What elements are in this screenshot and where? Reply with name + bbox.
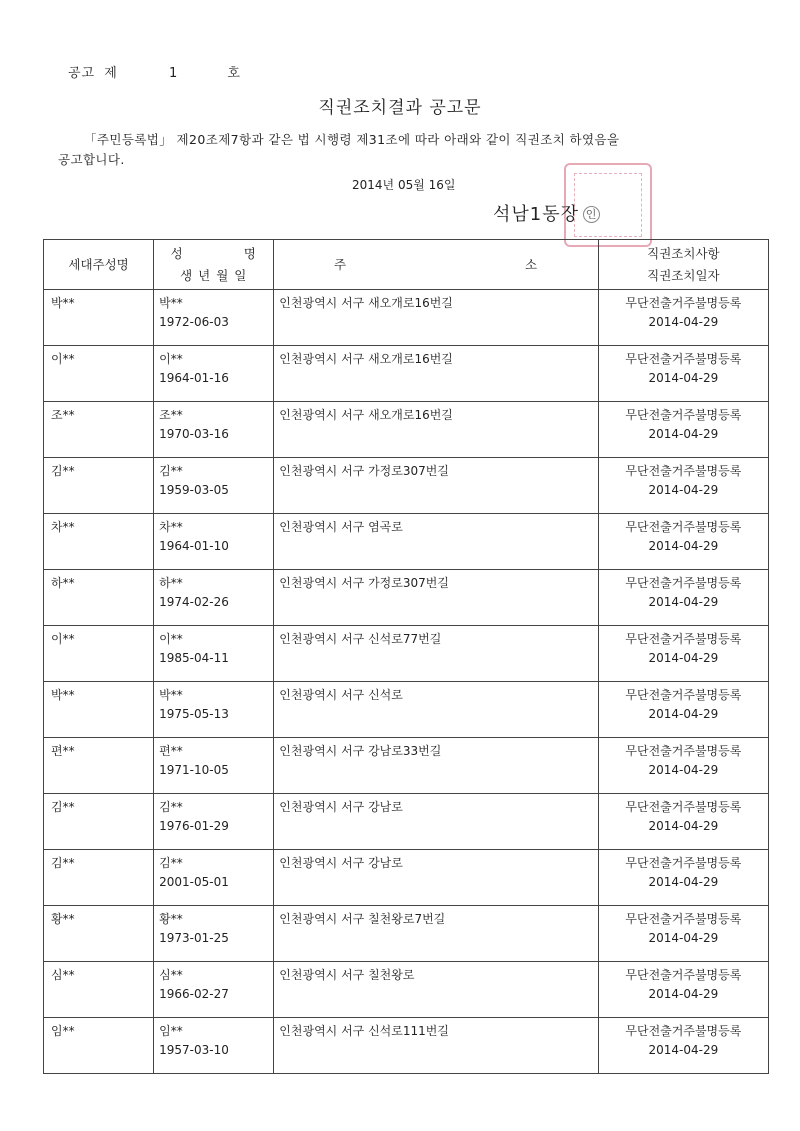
person-name: 임** <box>159 1024 183 1038</box>
action-type: 무단전출거주불명등록 <box>625 464 742 478</box>
cell-address: 인천광역시 서구 신석로 <box>274 682 598 738</box>
cell-name-birth <box>154 906 274 962</box>
table-row <box>44 682 769 738</box>
person-name: 박** <box>159 296 183 310</box>
notice-number <box>68 62 241 81</box>
action-date: 2014-04-29 <box>648 763 719 777</box>
birth-date: 1985-04-11 <box>159 651 229 665</box>
notice-suffix: 호 <box>227 66 241 81</box>
notice-body-line-2: 공고합니다. <box>58 152 125 167</box>
cell-address: 인천광역시 서구 새오개로16번길 <box>274 402 598 458</box>
action-date: 2014-04-29 <box>648 819 719 833</box>
cell-address: 인천광역시 서구 칠천왕로 <box>274 962 598 1018</box>
action-type: 무단전출거주불명등록 <box>625 688 742 702</box>
action-type: 무단전출거주불명등록 <box>625 632 742 646</box>
cell-name-birth <box>154 458 274 514</box>
action-type: 무단전출거주불명등록 <box>625 856 742 870</box>
person-name: 황** <box>159 912 183 926</box>
table-row <box>44 402 769 458</box>
cell-householder: 이** <box>44 626 154 682</box>
cell-name-birth <box>154 794 274 850</box>
action-date: 2014-04-29 <box>648 651 719 665</box>
cell-action <box>598 458 768 514</box>
birth-date: 1973-01-25 <box>159 931 229 945</box>
cell-householder: 차** <box>44 514 154 570</box>
cell-householder: 박** <box>44 290 154 346</box>
header-action: 직권조치사항 직권조치일자 <box>598 240 768 290</box>
cell-address: 인천광역시 서구 새오개로16번길 <box>274 346 598 402</box>
cell-address: 인천광역시 서구 강남로 <box>274 850 598 906</box>
notice-date: 2014년 05월 16일 <box>352 178 456 192</box>
seal-mark: 인 <box>583 206 600 223</box>
cell-address: 인천광역시 서구 강남로 <box>274 794 598 850</box>
action-date: 2014-04-29 <box>648 707 719 721</box>
notice-number-value: 1 <box>168 66 179 81</box>
table-row <box>44 1018 769 1074</box>
cell-address: 인천광역시 서구 가정로307번길 <box>274 570 598 626</box>
cell-name-birth <box>154 682 274 738</box>
action-date: 2014-04-29 <box>648 987 719 1001</box>
cell-name-birth <box>154 402 274 458</box>
table-row <box>44 850 769 906</box>
cell-householder: 김** <box>44 850 154 906</box>
cell-householder: 황** <box>44 906 154 962</box>
cell-householder: 김** <box>44 794 154 850</box>
header-householder: 세대주성명 <box>44 240 154 290</box>
action-date: 2014-04-29 <box>648 483 719 497</box>
table-row <box>44 794 769 850</box>
table-row <box>44 906 769 962</box>
action-type: 무단전출거주불명등록 <box>625 912 742 926</box>
action-date: 2014-04-29 <box>648 371 719 385</box>
issuer-name: 석남1동장 <box>493 204 580 225</box>
cell-action <box>598 738 768 794</box>
action-date: 2014-04-29 <box>648 1043 719 1057</box>
cell-action <box>598 906 768 962</box>
cell-action <box>598 682 768 738</box>
table-row <box>44 570 769 626</box>
action-date: 2014-04-29 <box>648 539 719 553</box>
table-row <box>44 626 769 682</box>
table-header-row <box>44 240 769 290</box>
cell-householder: 심** <box>44 962 154 1018</box>
person-name: 김** <box>159 800 183 814</box>
birth-date: 1972-06-03 <box>159 315 229 329</box>
cell-name-birth <box>154 962 274 1018</box>
birth-date: 1959-03-05 <box>159 483 229 497</box>
birth-date: 1971-10-05 <box>159 763 229 777</box>
action-date: 2014-04-29 <box>648 595 719 609</box>
cell-householder: 하** <box>44 570 154 626</box>
notice-prefix-b: 제 <box>104 66 118 81</box>
cell-address: 인천광역시 서구 강남로33번길 <box>274 738 598 794</box>
cell-name-birth <box>154 346 274 402</box>
cell-action <box>598 514 768 570</box>
action-date: 2014-04-29 <box>648 931 719 945</box>
cell-action <box>598 290 768 346</box>
cell-address: 인천광역시 서구 염곡로 <box>274 514 598 570</box>
birth-date: 1975-05-13 <box>159 707 229 721</box>
cell-address: 인천광역시 서구 신석로77번길 <box>274 626 598 682</box>
birth-date: 1970-03-16 <box>159 427 229 441</box>
page-title: 직권조치결과 공고문 <box>318 98 482 118</box>
action-type: 무단전출거주불명등록 <box>625 408 742 422</box>
notice-body-line-1: 「주민등록법」 제20조제7항과 같은 법 시행령 제31조에 따라 아래와 같이 직권조치 하였음을 <box>84 132 620 147</box>
birth-date: 1974-02-26 <box>159 595 229 609</box>
action-date: 2014-04-29 <box>648 875 719 889</box>
table-row <box>44 346 769 402</box>
cell-address: 인천광역시 서구 신석로111번길 <box>274 1018 598 1074</box>
birth-date: 1957-03-10 <box>159 1043 229 1057</box>
person-name: 조** <box>159 408 183 422</box>
table-row <box>44 290 769 346</box>
action-type: 무단전출거주불명등록 <box>625 576 742 590</box>
cell-action <box>598 626 768 682</box>
person-name: 차** <box>159 520 183 534</box>
birth-date: 1966-02-27 <box>159 987 229 1001</box>
cell-address: 인천광역시 서구 칠천왕로7번길 <box>274 906 598 962</box>
action-type: 무단전출거주불명등록 <box>625 1024 742 1038</box>
table-row <box>44 738 769 794</box>
header-name-birth: 성 명 생 년 월 일 <box>154 240 274 290</box>
cell-name-birth <box>154 738 274 794</box>
cell-name-birth <box>154 850 274 906</box>
cell-address: 인천광역시 서구 가정로307번길 <box>274 458 598 514</box>
cell-householder: 박** <box>44 682 154 738</box>
cell-name-birth <box>154 626 274 682</box>
cell-action <box>598 570 768 626</box>
birth-date: 1964-01-10 <box>159 539 229 553</box>
cell-action <box>598 850 768 906</box>
cell-action <box>598 1018 768 1074</box>
cell-name-birth <box>154 514 274 570</box>
person-name: 이** <box>159 352 183 366</box>
action-type: 무단전출거주불명등록 <box>625 352 742 366</box>
cell-name-birth <box>154 1018 274 1074</box>
cell-householder: 조** <box>44 402 154 458</box>
person-name: 이** <box>159 632 183 646</box>
table-row <box>44 458 769 514</box>
roster-table <box>43 239 769 1074</box>
action-type: 무단전출거주불명등록 <box>625 800 742 814</box>
cell-householder: 편** <box>44 738 154 794</box>
action-type: 무단전출거주불명등록 <box>625 520 742 534</box>
person-name: 하** <box>159 576 183 590</box>
action-date: 2014-04-29 <box>648 427 719 441</box>
cell-address: 인천광역시 서구 새오개로16번길 <box>274 290 598 346</box>
notice-prefix-a: 공고 <box>68 66 96 81</box>
cell-name-birth <box>154 290 274 346</box>
cell-action <box>598 402 768 458</box>
cell-action <box>598 794 768 850</box>
cell-householder: 이** <box>44 346 154 402</box>
cell-householder: 김** <box>44 458 154 514</box>
person-name: 김** <box>159 464 183 478</box>
cell-action <box>598 962 768 1018</box>
person-name: 박** <box>159 688 183 702</box>
cell-householder: 임** <box>44 1018 154 1074</box>
action-type: 무단전출거주불명등록 <box>625 296 742 310</box>
birth-date: 1976-01-29 <box>159 819 229 833</box>
person-name: 심** <box>159 968 183 982</box>
issuer <box>493 200 600 226</box>
person-name: 편** <box>159 744 183 758</box>
person-name: 김** <box>159 856 183 870</box>
header-address: 주 소 <box>274 240 598 290</box>
table-row <box>44 514 769 570</box>
action-date: 2014-04-29 <box>648 315 719 329</box>
action-type: 무단전출거주불명등록 <box>625 744 742 758</box>
table-row <box>44 962 769 1018</box>
cell-action <box>598 346 768 402</box>
birth-date: 1964-01-16 <box>159 371 229 385</box>
birth-date: 2001-05-01 <box>159 875 229 889</box>
cell-name-birth <box>154 570 274 626</box>
action-type: 무단전출거주불명등록 <box>625 968 742 982</box>
